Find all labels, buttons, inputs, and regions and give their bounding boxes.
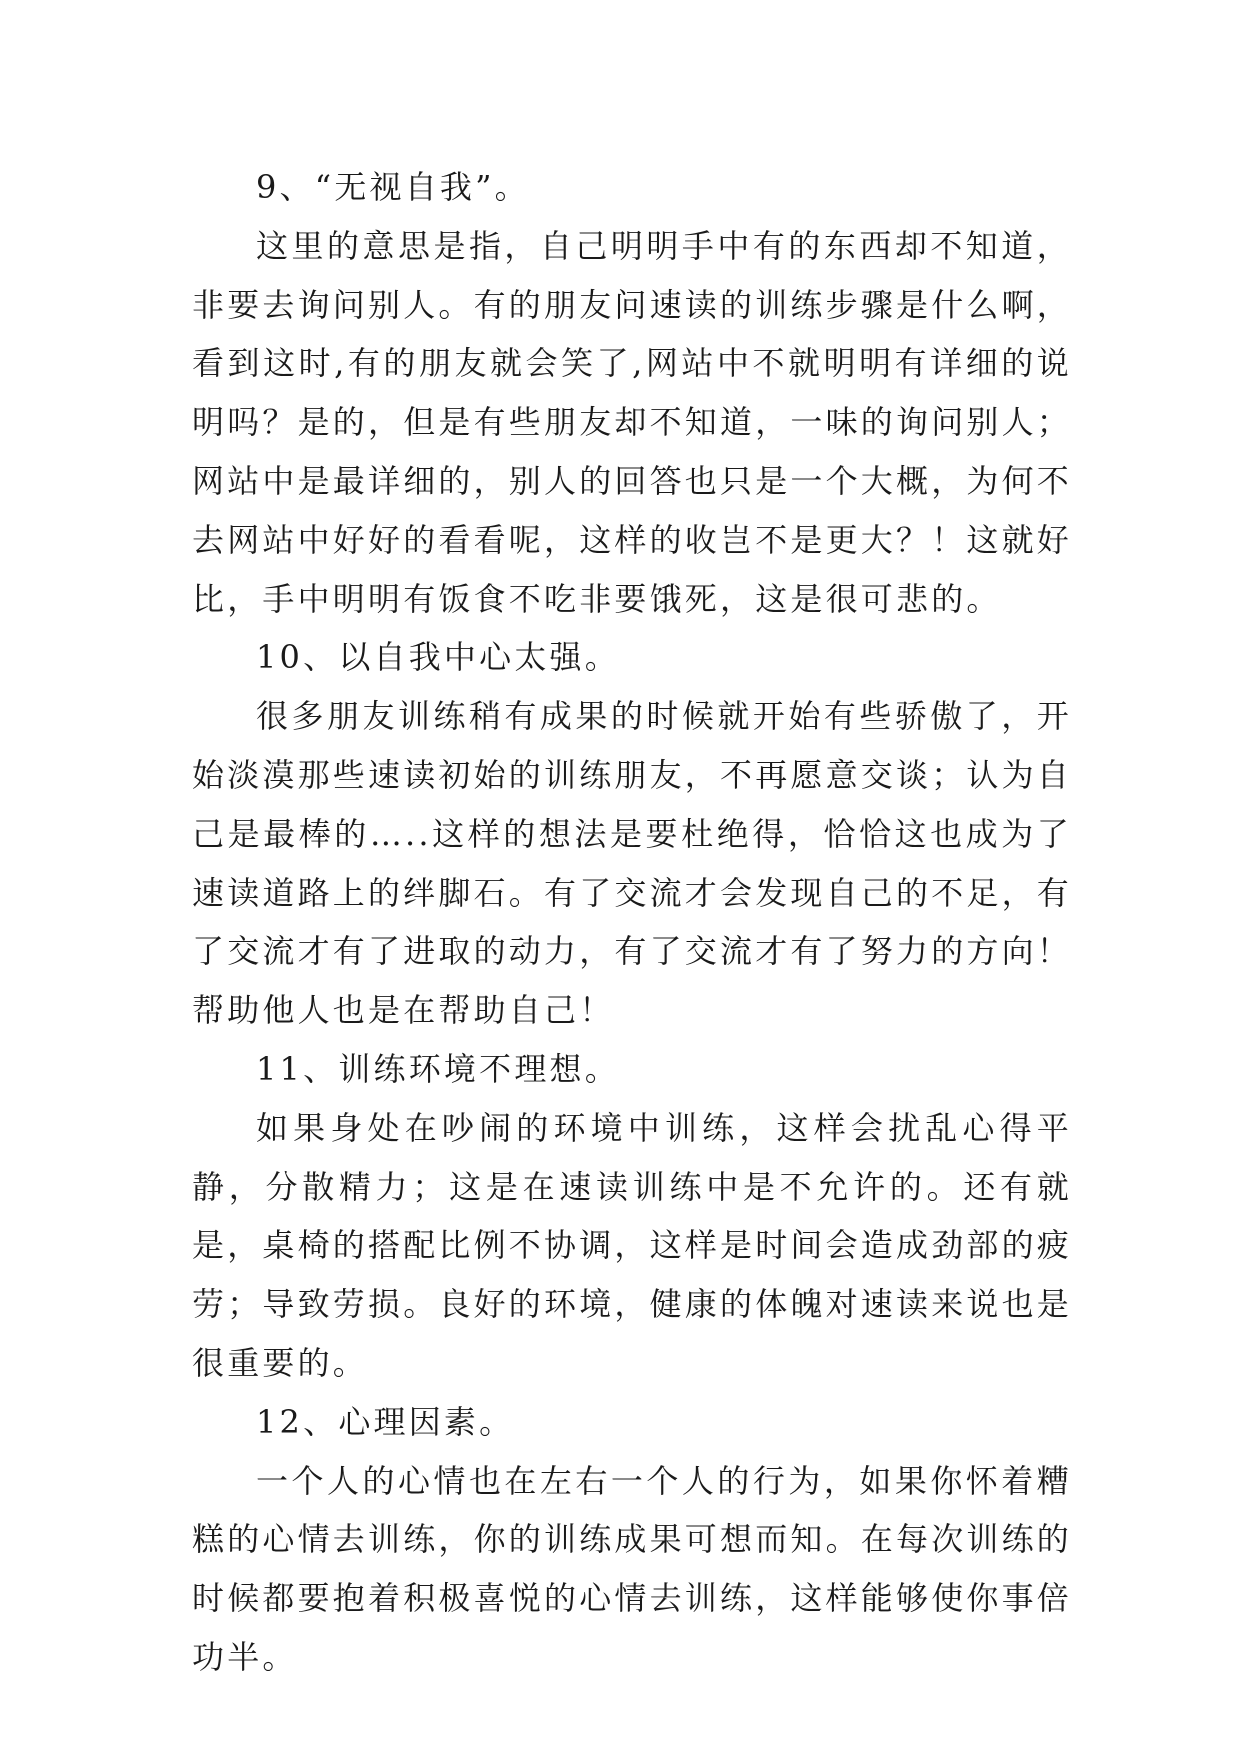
section-heading-10: 10、以自我中心太强。 [256,638,620,677]
section-paragraph-11: 如果身处在吵闹的环境中训练，这样会扰乱心得平静，分散精力；这是在速读训练中是不允许的。还有就是，桌椅的搭配比例不协调，这样是时间会造成劲部的疲劳；导致劳损。良好的环境，健康的体魄对速读来说也是很重要的。 [192,1108,1073,1382]
section-paragraph-12: 一个人的心情也在左右一个人的行为，如果你怀着糟糕的心情去训练，你的训练成果可想而知。在每次训练的时候都要抱着积极喜悦的心情去训练，这样能够使你事倍功半。 [192,1461,1073,1676]
section-paragraph-9: 这里的意思是指，自己明明手中有的东西却不知道，非要去询问别人。有的朋友问速读的训练步骤是什么啊，看到这时,有的朋友就会笑了,网站中不就明明有详细的说明吗？是的，但是有些朋友却不知道，一味的询问别人；网站中是最详细的，别人的回答也只是一个大概，为何不去网站中好好的看看呢，这样的收岂不是更大？！这就好比，手中明明有饭食不吃非要饿死，这是很可悲的。 [192,226,1073,618]
section-heading-11: 11、训练环境不理想。 [256,1049,620,1088]
document-body [192,158,1072,1687]
section-heading-12: 12、心理因素。 [256,1402,515,1441]
section-paragraph-10: 很多朋友训练稍有成果的时候就开始有些骄傲了，开始淡漠那些速读初始的训练朋友，不再愿意交谈；认为自己是最棒的…..这样的想法是要杜绝得，恰恰这也成为了速读道路上的绊脚石。有了交流才会发现自己的不足，有了交流才有了进取的动力，有了交流才有了努力的方向！帮助他人也是在帮助自己！ [192,697,1073,1030]
section-heading-9: 9、“无视自我”。 [256,168,530,206]
